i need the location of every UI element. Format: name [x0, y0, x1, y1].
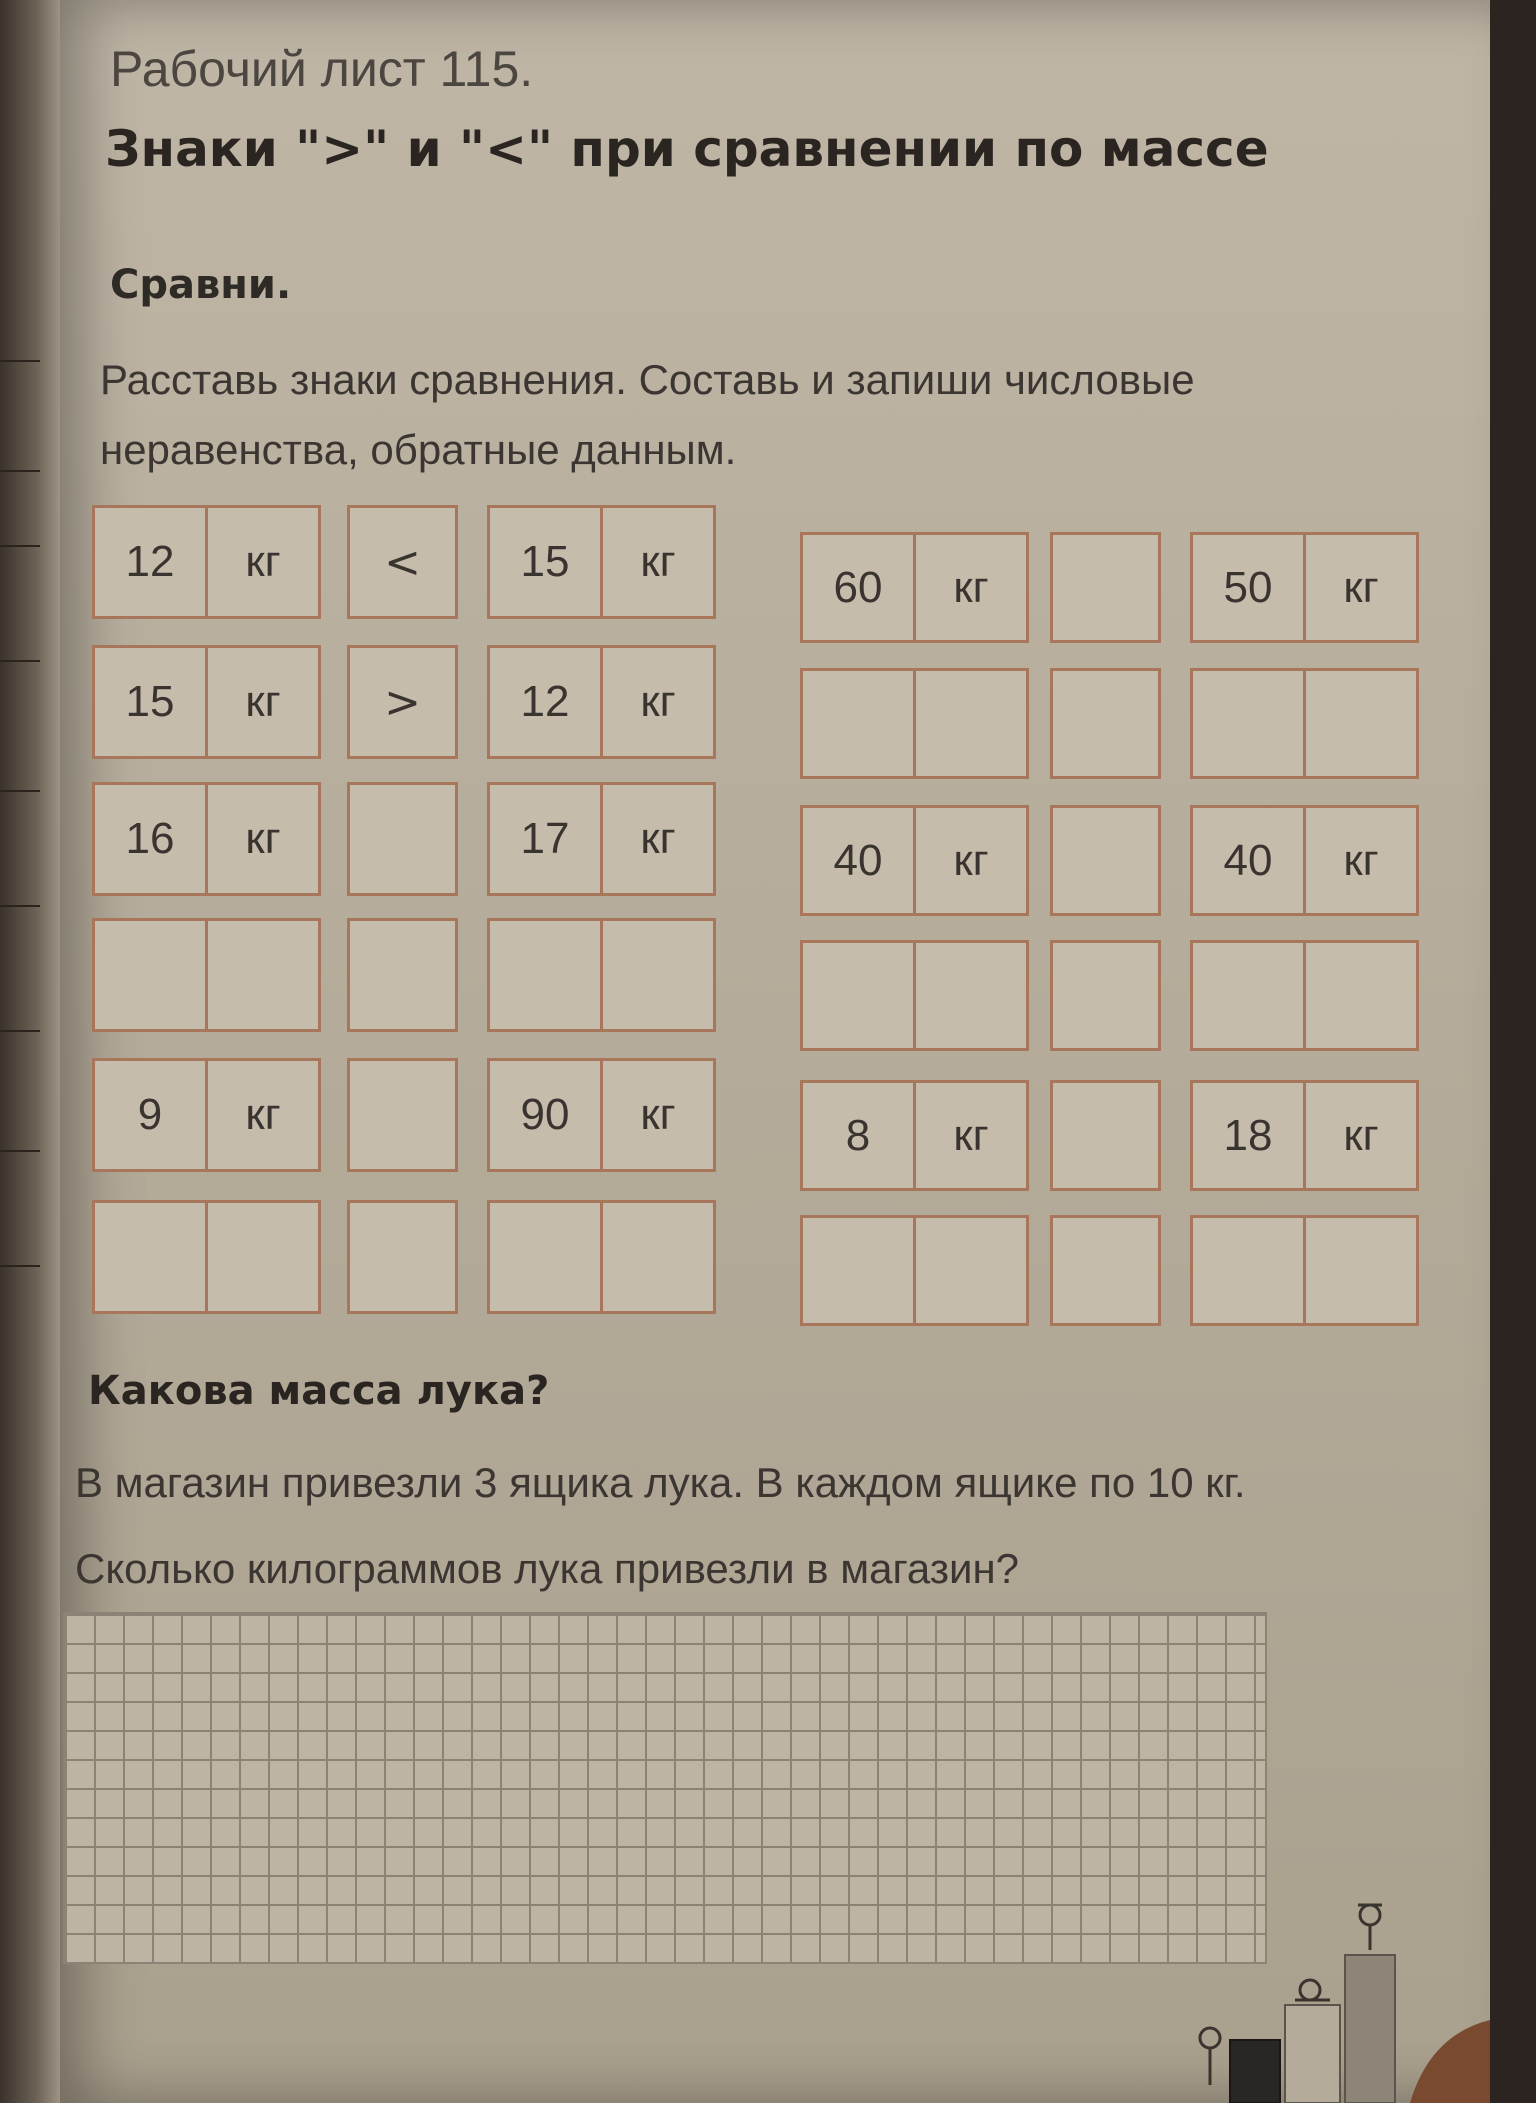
unit-cell[interactable]	[1303, 671, 1416, 776]
value-box-left[interactable]	[800, 805, 1029, 916]
number-cell[interactable]: 60	[833, 562, 883, 612]
unit-cell[interactable]	[1303, 943, 1416, 1048]
value-box-right[interactable]	[1190, 668, 1419, 779]
comparison-sign-box[interactable]	[1050, 1215, 1161, 1326]
number-cell[interactable]	[95, 1203, 205, 1311]
task1-title: Сравни.	[110, 262, 292, 308]
value-box-right[interactable]	[1190, 940, 1419, 1051]
unit-cell[interactable]	[600, 1203, 713, 1311]
sheet-title: Рабочий лист 115.	[110, 41, 534, 97]
value-box-right[interactable]	[487, 645, 716, 759]
unit-cell[interactable]: кг	[1303, 808, 1416, 913]
comparison-sign-box[interactable]	[1050, 532, 1161, 643]
number-cell[interactable]: 17	[520, 814, 570, 863]
value-box-left[interactable]	[92, 1200, 321, 1314]
value-box-left[interactable]	[800, 1215, 1029, 1326]
task1-instruction: Расставь знаки сравнения. Составь и запиши числовые неравенства, обратные данным.	[100, 356, 1195, 473]
unit-cell[interactable]: кг	[205, 648, 318, 756]
number-cell[interactable]: 90	[520, 1090, 570, 1139]
task2-problem	[75, 1440, 1475, 1612]
value-box-left[interactable]	[800, 668, 1029, 779]
unit-cell[interactable]: кг	[1303, 535, 1416, 640]
number-cell[interactable]: 18	[1223, 1110, 1273, 1160]
number-cell[interactable]: 15	[125, 677, 175, 726]
number-cell[interactable]	[1193, 1218, 1303, 1323]
number-cell[interactable]	[1193, 671, 1303, 776]
book-binding	[0, 0, 60, 2103]
value-box-right[interactable]	[1190, 805, 1419, 916]
unit-cell[interactable]	[913, 943, 1026, 1048]
podium-illustration	[1170, 1860, 1490, 2103]
unit-cell[interactable]: кг	[600, 508, 713, 616]
number-cell[interactable]: 9	[137, 1090, 163, 1139]
number-cell[interactable]	[490, 921, 600, 1029]
unit-cell[interactable]: кг	[205, 1061, 318, 1169]
topic-title: Знаки ">" и "<" при сравнении по массе	[105, 120, 1269, 178]
number-cell[interactable]: 8	[845, 1110, 871, 1160]
task2-line-2: Сколько килограммов лука привезли в магазин?	[75, 1545, 1020, 1592]
comparison-sign-box[interactable]: >	[347, 645, 458, 759]
number-cell[interactable]: 50	[1223, 562, 1273, 612]
comparison-sign-box[interactable]	[1050, 668, 1161, 779]
unit-cell[interactable]: кг	[600, 648, 713, 756]
comparison-sign-box[interactable]	[1050, 1080, 1161, 1191]
answer-grid[interactable]	[63, 1612, 1267, 1964]
value-box-left[interactable]	[92, 505, 321, 619]
value-box-right[interactable]	[1190, 1080, 1419, 1191]
comparison-sign-box[interactable]	[1050, 940, 1161, 1051]
number-cell[interactable]: 15	[520, 537, 570, 586]
number-cell[interactable]	[803, 943, 913, 1048]
value-box-left[interactable]	[800, 1080, 1029, 1191]
unit-cell[interactable]: кг	[205, 508, 318, 616]
unit-cell[interactable]	[913, 1218, 1026, 1323]
value-box-left[interactable]	[92, 1058, 321, 1172]
unit-cell[interactable]	[205, 921, 318, 1029]
value-box-right[interactable]	[487, 1058, 716, 1172]
unit-cell[interactable]	[1303, 1218, 1416, 1323]
unit-cell[interactable]: кг	[600, 785, 713, 893]
number-cell[interactable]	[490, 1203, 600, 1311]
value-box-right[interactable]	[487, 782, 716, 896]
unit-cell[interactable]: кг	[205, 785, 318, 893]
number-cell[interactable]: 16	[125, 814, 175, 863]
unit-cell[interactable]	[913, 671, 1026, 776]
number-cell[interactable]	[95, 921, 205, 1029]
number-cell[interactable]: 12	[125, 537, 175, 586]
value-box-left[interactable]	[800, 532, 1029, 643]
number-cell[interactable]	[1193, 943, 1303, 1048]
number-cell[interactable]	[803, 671, 913, 776]
number-cell[interactable]	[803, 1218, 913, 1323]
value-box-left[interactable]	[800, 940, 1029, 1051]
value-box-right[interactable]	[487, 918, 716, 1032]
value-box-right[interactable]	[1190, 532, 1419, 643]
number-cell[interactable]: 12	[520, 677, 570, 726]
unit-cell[interactable]	[205, 1203, 318, 1311]
unit-cell[interactable]: кг	[913, 1083, 1026, 1188]
value-box-right[interactable]	[487, 1200, 716, 1314]
task2-title: Какова масса лука?	[88, 1368, 550, 1414]
task2-line-1: В магазин привезли 3 ящика лука. В каждом ящике по 10 кг.	[75, 1459, 1246, 1506]
comparison-sign-box[interactable]	[1050, 805, 1161, 916]
number-cell[interactable]: 40	[833, 835, 883, 885]
number-cell[interactable]: 40	[1223, 835, 1273, 885]
comparison-sign-box[interactable]	[347, 1200, 458, 1314]
comparison-sign-box[interactable]	[347, 782, 458, 896]
value-box-right[interactable]	[1190, 1215, 1419, 1326]
comparison-sign-box[interactable]	[347, 1058, 458, 1172]
value-box-right[interactable]	[487, 505, 716, 619]
unit-cell[interactable]: кг	[913, 808, 1026, 913]
unit-cell[interactable]: кг	[913, 535, 1026, 640]
unit-cell[interactable]: кг	[1303, 1083, 1416, 1188]
value-box-left[interactable]	[92, 918, 321, 1032]
binding-lines	[0, 0, 40, 2103]
unit-cell[interactable]	[600, 921, 713, 1029]
value-box-left[interactable]	[92, 782, 321, 896]
comparison-sign-box[interactable]: <	[347, 505, 458, 619]
value-box-left[interactable]	[92, 645, 321, 759]
comparison-sign-box[interactable]	[347, 918, 458, 1032]
unit-cell[interactable]: кг	[600, 1061, 713, 1169]
